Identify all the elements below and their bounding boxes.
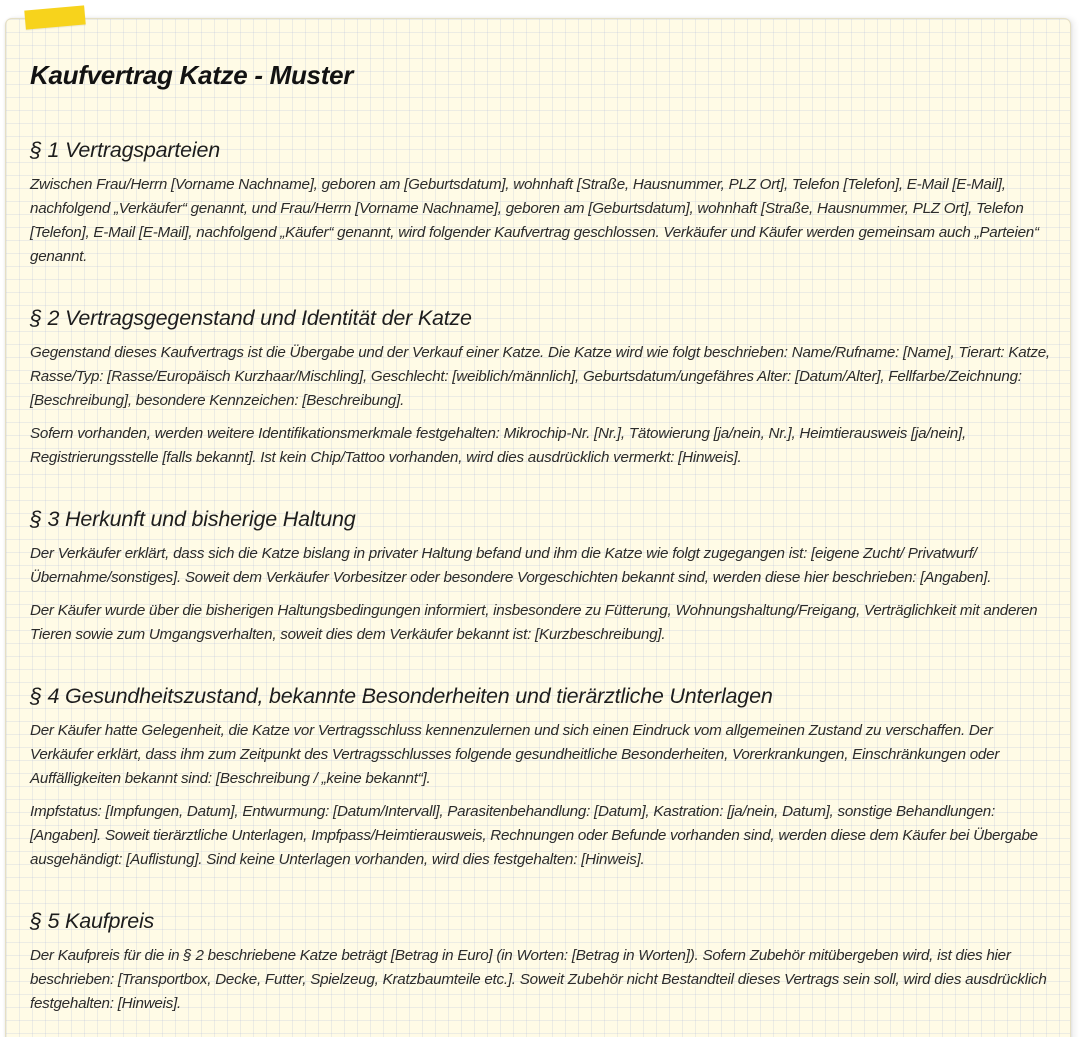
section-heading: § 2 Vertragsgegenstand und Identität der Katze: [30, 306, 472, 330]
section-3-herkunft: [30, 504, 1052, 647]
document-title: Kaufvertrag Katze - Muster: [30, 60, 354, 90]
section-heading: § 3 Herkunft und bisherige Haltung: [30, 507, 356, 531]
section-2-vertragsgegenstand: [30, 303, 1052, 470]
section-1-vertragsparteien: [30, 135, 1052, 269]
section-4-gesundheitszustand: [30, 681, 1052, 872]
section-paragraph: Der Käufer hatte Gelegenheit, die Katze vor Vertragsschluss kennenzulernen und sich einen Eindruck vom allgemeinen Zustand zu verschaffen. Der Verkäufer erklärt, dass ihm zum Zeitpunkt des Vertragsschlusses folgende gesundheitliche Besonderheiten, Vorerkrankungen, Einschränkungen oder Auffälligkeiten bekannt sind: [Beschreibung / „keine bekannt“].: [30, 722, 1000, 787]
section-heading: § 5 Kaufpreis: [30, 909, 155, 933]
section-paragraph: Sofern vorhanden, werden weitere Identifikationsmerkmale festgehalten: Mikrochip-Nr. [Nr.], Tätowierung [ja/nein, Nr.], Heimtierausweis [ja/nein], Registrierungsstelle [falls bekannt]. Ist kein Chip/Tattoo vorhanden, wird dies ausdrücklich vermerkt: [Hinweis].: [30, 425, 966, 466]
section-paragraph: Der Verkäufer erklärt, dass sich die Katze bislang in privater Haltung befand und ihm die Katze wie folgt zugegangen ist: [eigene Zucht/ Privatwurf/Übernahme/sonstiges]. Soweit dem Verkäufer Vorbesitzer oder besondere Vorgeschichten bekannt sind, werden diese hier beschrieben: [Angaben].: [30, 545, 992, 586]
document-sheet: [5, 18, 1071, 1037]
section-heading: § 1 Vertragsparteien: [30, 138, 221, 162]
section-heading: § 4 Gesundheitszustand, bekannte Besonderheiten und tierärztliche Unterlagen: [30, 684, 773, 708]
section-paragraph: Impfstatus: [Impfungen, Datum], Entwurmung: [Datum/Intervall], Parasitenbehandlung: [Datum], Kastration: [ja/nein, Datum], sonstige Behandlungen: [Angaben]. Soweit tierärztliche Unterlagen, Impfpass/Heimtierausweis, Rechnungen oder Befunde vorhanden sind, werden diese dem Käufer bei Übergabe ausgehändigt: [Auflistung]. Sind keine Unterlagen vorhanden, wird dies festgehalten: [Hinweis].: [30, 803, 1038, 868]
document-content: [30, 57, 1052, 1037]
section-paragraph: Gegenstand dieses Kaufvertrags ist die Übergabe und der Verkauf einer Katze. Die Katze wird wie folgt beschrieben: Name/Rufname: [Name], Tierart: Katze, Rasse/Typ: [Rasse/Europäisch Kurzhaar/Mischling], Geschlecht: [weiblich/männlich], Geburtsdatum/ungefähres Alter: [Datum/Alter], Fellfarbe/Zeichnung: [Beschreibung], besondere Kennzeichen: [Beschreibung].: [30, 344, 1050, 409]
section-paragraph: Der Käufer wurde über die bisherigen Haltungsbedingungen informiert, insbesondere zu Fütterung, Wohnungshaltung/Freigang, Verträglichkeit mit anderen Tieren sowie zum Umgangsverhalten, soweit dies dem Verkäufer bekannt ist: [Kurzbeschreibung].: [30, 602, 1038, 643]
section-paragraph: Zwischen Frau/Herrn [Vorname Nachname], geboren am [Geburtsdatum], wohnhaft [Straße, Hausnummer, PLZ Ort], Telefon [Telefon], E-Mail [E-Mail], nachfolgend „Verkäufer“ genannt, und Frau/Herrn [Vorname Nachname], geboren am [Geburtsdatum], wohnhaft [Straße, Hausnummer, PLZ Ort], Telefon [Telefon], E-Mail [E-Mail], nachfolgend „Käufer“ genannt, wird folgender Kaufvertrag geschlossen. Verkäufer und Käufer werden gemeinsam auch „Parteien“ genannt.: [30, 176, 1039, 265]
section-5-kaufpreis: [30, 906, 1052, 1016]
section-paragraph: Der Kaufpreis für die in § 2 beschriebene Katze beträgt [Betrag in Euro] (in Worten: [Betrag in Worten]). Sofern Zubehör mitübergeben wird, ist dies hier beschrieben: [Transportbox, Decke, Futter, Spielzeug, Kratzbaumteile etc.]. Soweit Zubehör nicht Bestandteil dieses Vertrags sein soll, wird dies ausdrücklich festgehalten: [Hinweis].: [30, 947, 1047, 1012]
